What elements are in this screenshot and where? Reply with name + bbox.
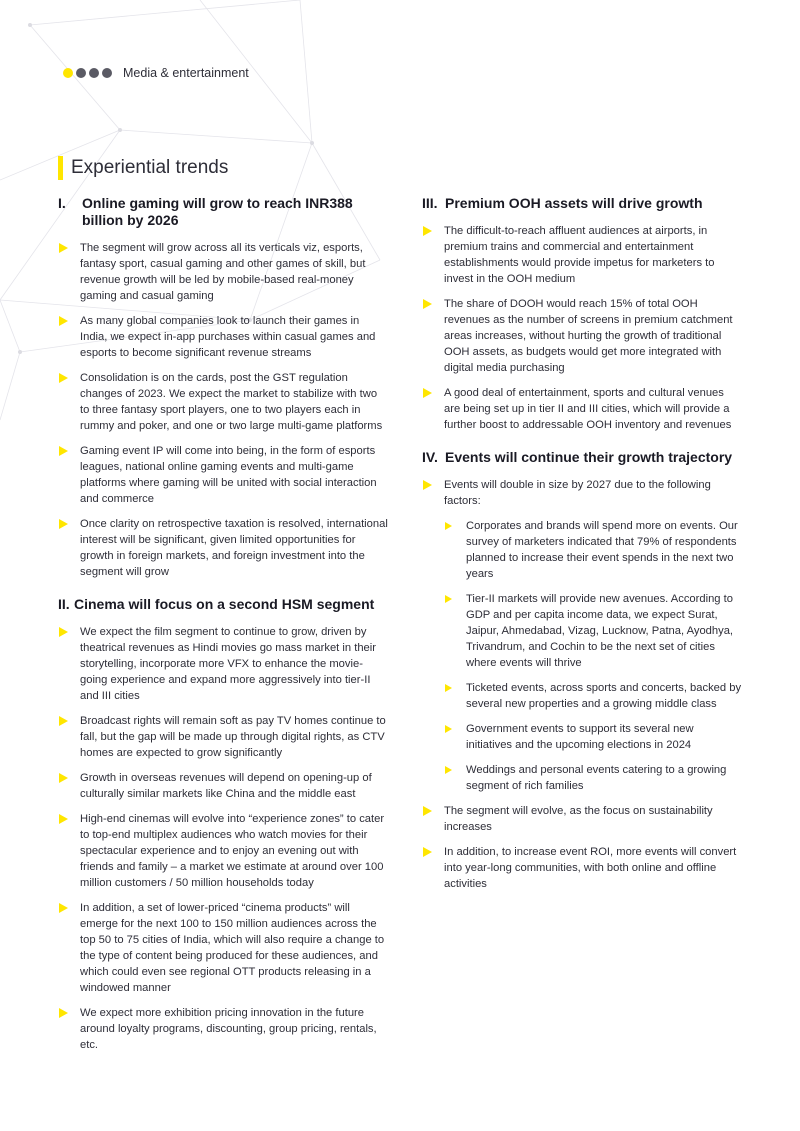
bullet-text: Government events to support its several new initiatives and the upcoming elections in 2024 — [466, 723, 694, 751]
bullet-text: In addition, to increase event ROI, more events will convert into year-long communities, with both online and offline activities — [444, 846, 737, 890]
page-title-text: Experiential trends — [71, 157, 229, 178]
triangle-bullet-icon — [423, 806, 432, 816]
section-heading-events — [422, 449, 742, 466]
bullet-item — [58, 624, 388, 704]
sub-bullet-item — [444, 680, 742, 712]
bullet-text: The difficult-to-reach affluent audiences at airports, in premium trains and commercial and entertainment establishments would provide impetus for marketers to invest in the OOH medium — [444, 225, 715, 285]
bullet-item — [422, 223, 742, 287]
section-number: IV. — [422, 449, 438, 465]
triangle-bullet-icon — [59, 316, 68, 326]
progress-dot-4 — [102, 68, 112, 78]
bullet-text: Once clarity on retrospective taxation is resolved, international interest will be significant, given limited opportunities for growth in foreign markets, and foreign investment into the segment will grow — [80, 518, 388, 578]
progress-dot-3 — [89, 68, 99, 78]
bullet-text: Broadcast rights will remain soft as pay TV homes continue to fall, but the gap will be made up through digital rights, as CTV homes are expected to grow significantly — [80, 715, 386, 759]
bullet-text: The share of DOOH would reach 15% of total OOH revenues as the number of screens in premium catchment areas increases, without hurting the growth of traditional OOH assets, as budgets would get more integrated with digital media purchasing — [444, 298, 733, 374]
page-header — [63, 66, 249, 80]
section-heading-cinema — [58, 596, 388, 613]
bullet-text: Events will double in size by 2027 due to the following factors: — [444, 479, 711, 507]
section-title: Events will continue their growth trajectory — [445, 449, 733, 465]
section-number: III. — [422, 195, 438, 211]
bullet-text: A good deal of entertainment, sports and cultural venues are being set up in tier II and III cities, which will provide a further boost to addressable OOH inventory and revenues — [444, 387, 732, 431]
triangle-bullet-icon — [59, 716, 68, 726]
small-triangle-bullet-icon — [445, 522, 452, 530]
bullet-text: We expect the film segment to continue to grow, driven by theatrical revenues as Hindi movies go mass market in their storytelling, incorporate more VFX to enhance the movie-going experience and expand more aggressively into tier-II and III cities — [80, 626, 376, 702]
bullet-text: High-end cinemas will evolve into “experience zones” to cater to top-end multiplex audiences who watch movies for their spectacular experience and to enjoy an evening out with friends and family – a market we estimate at around over 100 million customers / 50 million households today — [80, 813, 385, 889]
right-column — [422, 195, 742, 901]
bullet-item — [58, 313, 388, 361]
bullet-item — [422, 477, 742, 509]
bullet-item — [58, 240, 388, 304]
bullet-item — [58, 900, 388, 996]
small-triangle-bullet-icon — [445, 725, 452, 733]
bullet-item — [58, 1005, 388, 1053]
bullet-item — [422, 803, 742, 835]
triangle-bullet-icon — [59, 1008, 68, 1018]
bullet-item — [58, 370, 388, 434]
triangle-bullet-icon — [423, 299, 432, 309]
bullet-text: Corporates and brands will spend more on events. Our survey of marketers indicated that 79% of respondents planned to increase their event spends in the next two years — [466, 520, 738, 580]
section-number: I. — [58, 195, 66, 211]
section-title: Online gaming will grow to reach INR388 billion by 2026 — [82, 195, 353, 228]
small-triangle-bullet-icon — [445, 595, 452, 603]
section-label: Media & entertainment — [123, 66, 249, 80]
triangle-bullet-icon — [423, 480, 432, 490]
bullet-item — [58, 811, 388, 891]
sub-bullet-item — [444, 591, 742, 671]
bullet-text: We expect more exhibition pricing innovation in the future around loyalty programs, discounting, group pricing, rentals, etc. — [80, 1007, 377, 1051]
bullet-text: Consolidation is on the cards, post the GST regulation changes of 2023. We expect the market to stabilize with two to three fantasy sport players, one to two players each in rummy and poker, and one or two large multi-game platforms — [80, 372, 383, 432]
bullet-text: The segment will evolve, as the focus on sustainability increases — [444, 805, 713, 833]
section-number: II. — [58, 596, 70, 612]
bullet-item — [58, 713, 388, 761]
progress-dot-1 — [63, 68, 73, 78]
small-triangle-bullet-icon — [445, 684, 452, 692]
bullet-item — [58, 770, 388, 802]
bullet-item — [422, 385, 742, 433]
sub-bullet-item — [444, 721, 742, 753]
section-heading-gaming — [58, 195, 388, 229]
triangle-bullet-icon — [59, 519, 68, 529]
triangle-bullet-icon — [59, 627, 68, 637]
triangle-bullet-icon — [423, 226, 432, 236]
section-title: Premium OOH assets will drive growth — [445, 195, 703, 211]
page-title — [58, 156, 228, 180]
bullet-text: Gaming event IP will come into being, in the form of esports leagues, national online gaming events and multi-game platforms where gaming will be united with social interaction and commerce — [80, 445, 377, 505]
triangle-bullet-icon — [59, 373, 68, 383]
bullet-item — [422, 844, 742, 892]
bullet-text: Tier-II markets will provide new avenues. According to GDP and per capita income data, we expect Surat, Jaipur, Ahmedabad, Vizag, Lucknow, Patna, Ayodhya, Trivandrum, and Cochin to be the next set of cities where events will thrive — [466, 593, 734, 669]
small-triangle-bullet-icon — [445, 766, 452, 774]
progress-dot-2 — [76, 68, 86, 78]
section-heading-ooh — [422, 195, 742, 212]
title-accent-bar — [58, 156, 63, 180]
triangle-bullet-icon — [59, 903, 68, 913]
bullet-item — [422, 296, 742, 376]
bullet-text: Ticketed events, across sports and concerts, backed by several new properties and a growing middle class — [466, 682, 742, 710]
bullet-item — [58, 443, 388, 507]
bullet-text: In addition, a set of lower-priced “cinema products” will emerge for the next 100 to 150 million audiences across the top 50 to 75 cities of India, which will also require a change to the type of content being produced for these audiences, and which could even see regional OTT products releasing in a windowed manner — [80, 902, 385, 994]
triangle-bullet-icon — [59, 814, 68, 824]
bullet-item — [58, 516, 388, 580]
left-column — [58, 195, 388, 1062]
bullet-text: As many global companies look to launch their games in India, we expect in-app purchases within casual games and esports to become significant revenue streams — [80, 315, 376, 359]
section-title: Cinema will focus on a second HSM segment — [74, 596, 375, 612]
triangle-bullet-icon — [59, 446, 68, 456]
bullet-text: The segment will grow across all its verticals viz, esports, fantasy sport, casual gaming and other games of skill, but revenue growth will be led by mobile-based real-money gaming and casual gaming — [80, 242, 366, 302]
sub-bullet-item — [444, 518, 742, 582]
bullet-text: Growth in overseas revenues will depend on opening-up of culturally similar markets like China and the middle east — [80, 772, 372, 800]
sub-bullet-item — [444, 762, 742, 794]
bullet-text: Weddings and personal events catering to a growing segment of rich families — [466, 764, 727, 792]
triangle-bullet-icon — [59, 773, 68, 783]
triangle-bullet-icon — [423, 388, 432, 398]
triangle-bullet-icon — [59, 243, 68, 253]
triangle-bullet-icon — [423, 847, 432, 857]
